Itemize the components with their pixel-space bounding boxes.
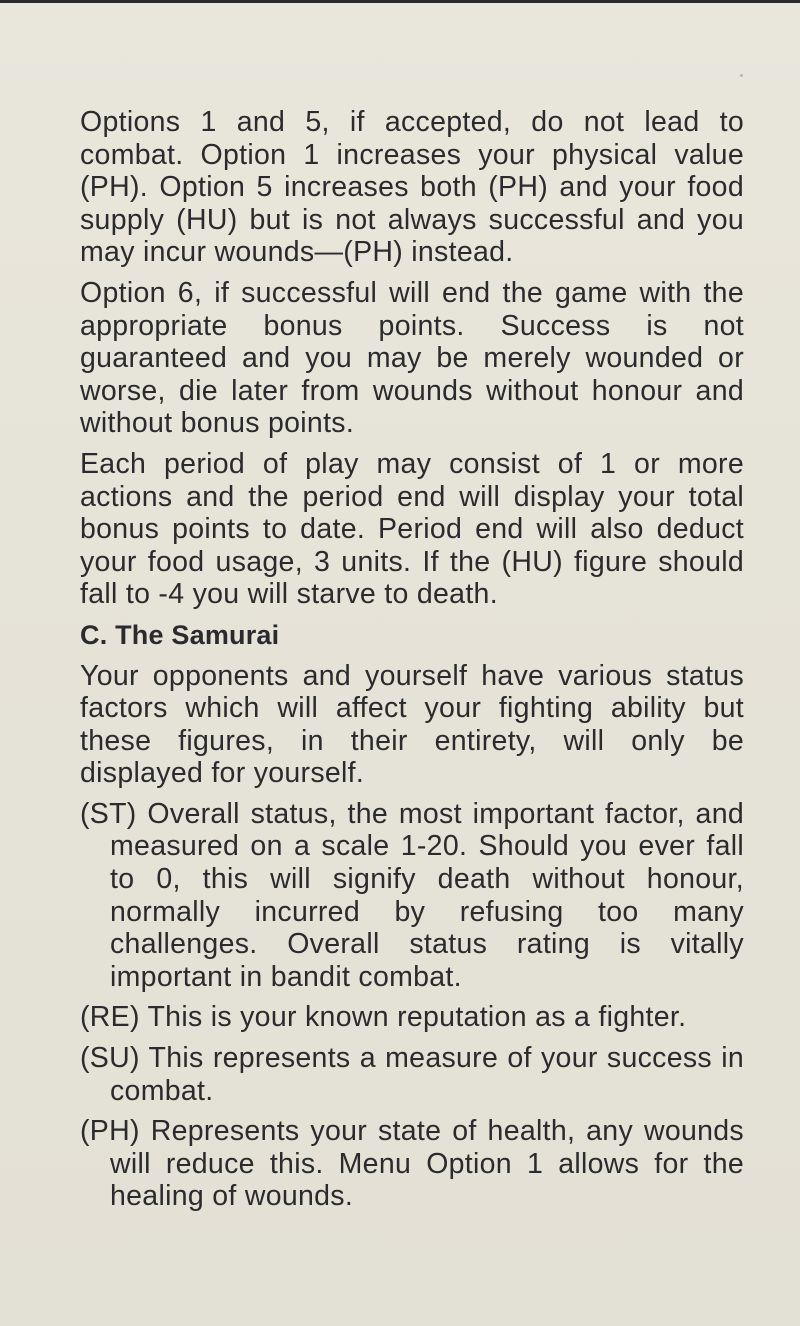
paper-speck — [740, 74, 743, 77]
factor-st: (ST) Overall status, the most important factor, and measured on a scale 1-20. Should you ever fall to 0, this will signify death without honour, normally incurred by refusing too many challenges. Overall status rating is vitally important in bandit combat. — [80, 797, 744, 993]
paragraph-option-6: Option 6, if successful will end the game with the appropriate bonus points. Success is not guaranteed and you may be merely wounded or worse, die later from wounds without honour and without bonus points. — [80, 276, 744, 440]
page-content — [80, 106, 744, 1221]
section-heading: C. The Samurai — [80, 619, 280, 650]
section-intro: Your opponents and yourself have various status factors which will affect your fighting ability but these figures, in their entirety, will only be displayed for yourself. — [80, 659, 744, 790]
paragraph-period-of-play: Each period of play may consist of 1 or more actions and the period end will display your total bonus points to date. Period end will also deduct your food usage, 3 units. If the (HU) figure should fall to -4 you will starve to death. — [80, 447, 744, 611]
factor-su: (SU) This represents a measure of your success in combat. — [80, 1042, 744, 1107]
factor-re: (RE) This is your known reputation as a fighter. — [80, 1001, 687, 1034]
page-top-edge — [0, 0, 800, 3]
paragraph-options-1-5: Options 1 and 5, if accepted, do not lead to combat. Option 1 increases your physical value (PH). Option 5 increases both (PH) and your food supply (HU) but is not always successful and you may incur wounds—(PH) instead. — [80, 106, 744, 269]
factor-ph: (PH) Represents your state of health, any wounds will reduce this. Menu Option 1 allows for the healing of wounds. — [80, 1115, 744, 1213]
